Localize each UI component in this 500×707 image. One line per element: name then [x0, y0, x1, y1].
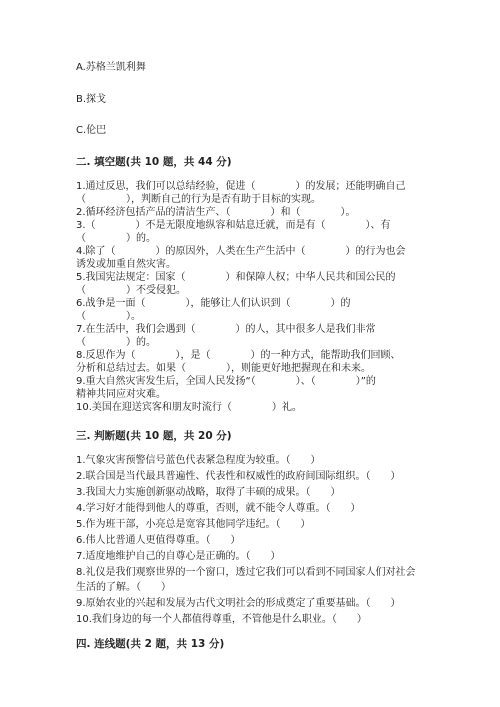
judge-heading: 三. 判断题(共 10 题，共 20 分) [76, 430, 232, 442]
judge-line: 2.联合国是当代最具普遍性、代表性和权威性的政府间国际组织。（ ） [76, 471, 401, 482]
judge-line: 1.气象灾害预警信号蓝色代表紧急程度为较重。（ ） [76, 455, 321, 466]
judge-line: 10.我们身边的每一个人都值得尊重，不管他是什么职业。（ ） [76, 614, 367, 625]
fill-line: 9.重大自然灾害发生后，全国人民发扬“（ ）、（ ）”的 [76, 376, 376, 387]
judge-line: 7.适度地维护自己的自尊心是正确的。（ ） [76, 551, 281, 562]
match-heading: 四. 连线题(共 2 题，共 13 分) [76, 638, 225, 650]
fill-line: （ ）的。 [76, 233, 156, 244]
fill-line: 5.我国宪法规定：国家（ ）和保障人权；中华人民共和国公民的 [76, 272, 396, 283]
fill-line: 诱发或加重自然灾害。 [76, 259, 176, 270]
fill-line: 4.除了（ ）的原因外，人类在生产生活中（ ）的行为也会 [76, 246, 406, 257]
judge-line: 5.作为班干部，小亮总是宽容其他同学违纪。（ ） [76, 519, 311, 530]
judge-line: 生活的了解。（ ） [76, 582, 171, 593]
fill-line: （ ）不受侵犯。 [76, 285, 186, 296]
fill-line: 7.在生活中，我们会遇到（ ）的人，其中很多人是我们非常 [76, 324, 376, 335]
fill-line: 精神共同应对灾难。 [76, 389, 166, 400]
fill-line: （ ）的。 [76, 337, 156, 348]
fill-line: （ ）。 [76, 311, 141, 322]
judge-line: 3.我国大力实施创新驱动战略，取得了丰硕的成果。（ ） [76, 487, 341, 498]
option-b: B.探戈 [76, 94, 107, 105]
fill-line: 6.战争是一面（ ），能够让人们认识到（ ）的 [76, 298, 351, 309]
judge-line: 8.礼仪是我们观察世界的一个窗口，透过它我们可以看到不同国家人们对社会 [76, 567, 416, 578]
option-c: C.伦巴 [76, 125, 107, 136]
fill-line: 8.反思作为（ ），是（ ）的一种方式，能帮助我们回顾、 [76, 350, 401, 361]
fill-line: 分析和总结过去。如果（ ），则能更好地把握现在和未来。 [76, 363, 371, 374]
fill-blank-heading: 二. 填空题(共 10 题，共 44 分) [76, 156, 232, 168]
fill-line: 1.通过反思，我们可以总结经验，促进（ ）的发展；还能明确自己 [76, 181, 406, 192]
judge-line: 9.原始农业的兴起和发展为古代文明社会的形成奠定了重要基础。（ ） [76, 598, 401, 609]
option-a: A.苏格兰凯利舞 [76, 62, 146, 73]
judge-line: 6.伟人比普通人更值得尊重。（ ） [76, 535, 241, 546]
judge-line: 4.学习好才能得到他人的尊重，否则，就不能令人尊重。（ ） [76, 503, 361, 514]
fill-line: 2.循环经济包括产品的清洁生产、（ ）和（ ）。 [76, 207, 356, 218]
fill-line: 3.（ ）不是无限度地纵容和姑息迁就，而是有（ ）、有 [76, 220, 391, 231]
fill-line: （ ），判断自己的行为是否有助于目标的实现。 [76, 194, 321, 205]
fill-line: 10.美国在迎送宾客和朋友时流行（ ）礼。 [76, 402, 302, 413]
